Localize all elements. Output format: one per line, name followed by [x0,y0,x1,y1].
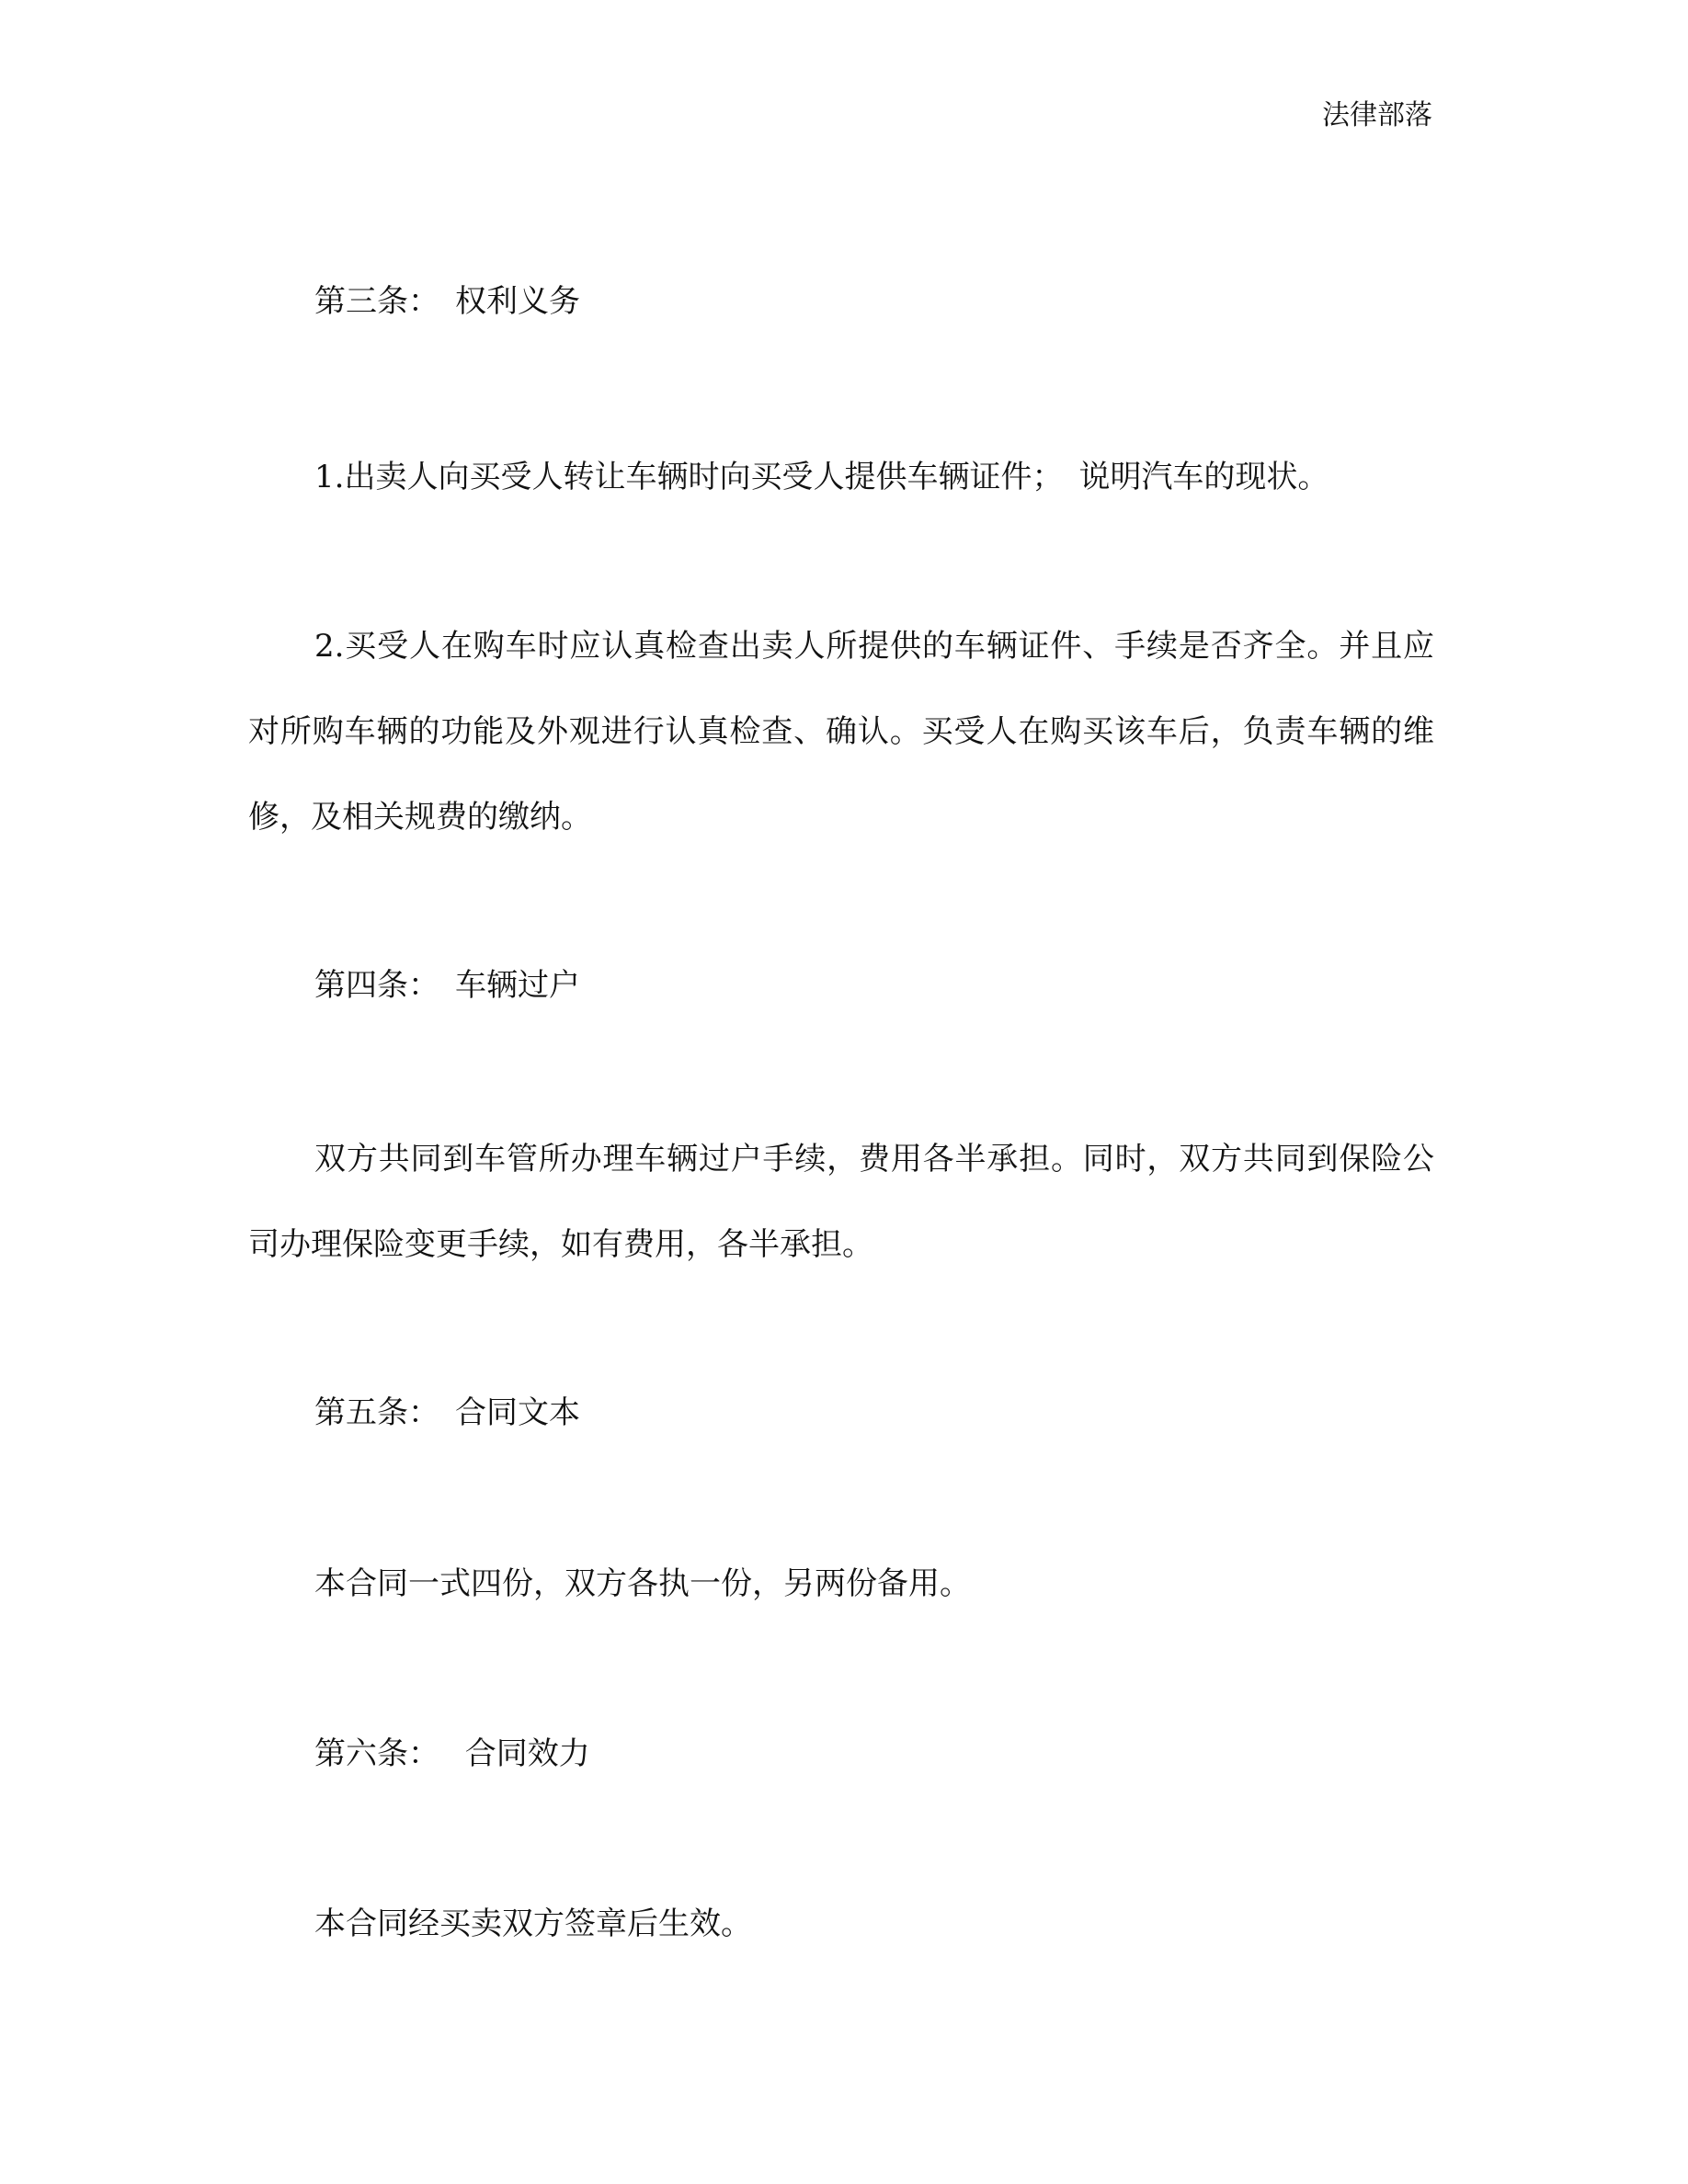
header-brand: 法律部落 [1322,99,1432,131]
article-6-heading: 第六条： 合同效力 [314,1735,590,1772]
article-6-body: 本合同经买卖双方签章后生效。 [314,1905,752,1942]
article-4-body: 双方共同到车管所办理车辆过户手续，费用各半承担。同时，双方共同到保险公司办理保险变更手续，如有费用，各半承担。 [248,1141,1434,1263]
article-3-heading: 第三条： 权利义务 [314,283,580,320]
article-5-body: 本合同一式四份，双方各执一份，另两份备用。 [314,1565,971,1602]
article-5-heading: 第五条： 合同文本 [314,1394,580,1431]
article-3-clause-1: 1.出卖人向买受人转让车辆时向买受人提供车辆证件； 说明汽车的现状。 [314,459,1329,495]
article-3-clause-2: 2.买受人在购车时应认真检查出卖人所提供的车辆证件、手续是否齐全。并且应对所购车辆的功能及外观进行认真检查、确认。买受人在购买该车后，负责车辆的维修，及相关规费的缴纳。 [248,628,1434,836]
article-4-heading: 第四条： 车辆过户 [314,967,580,1004]
